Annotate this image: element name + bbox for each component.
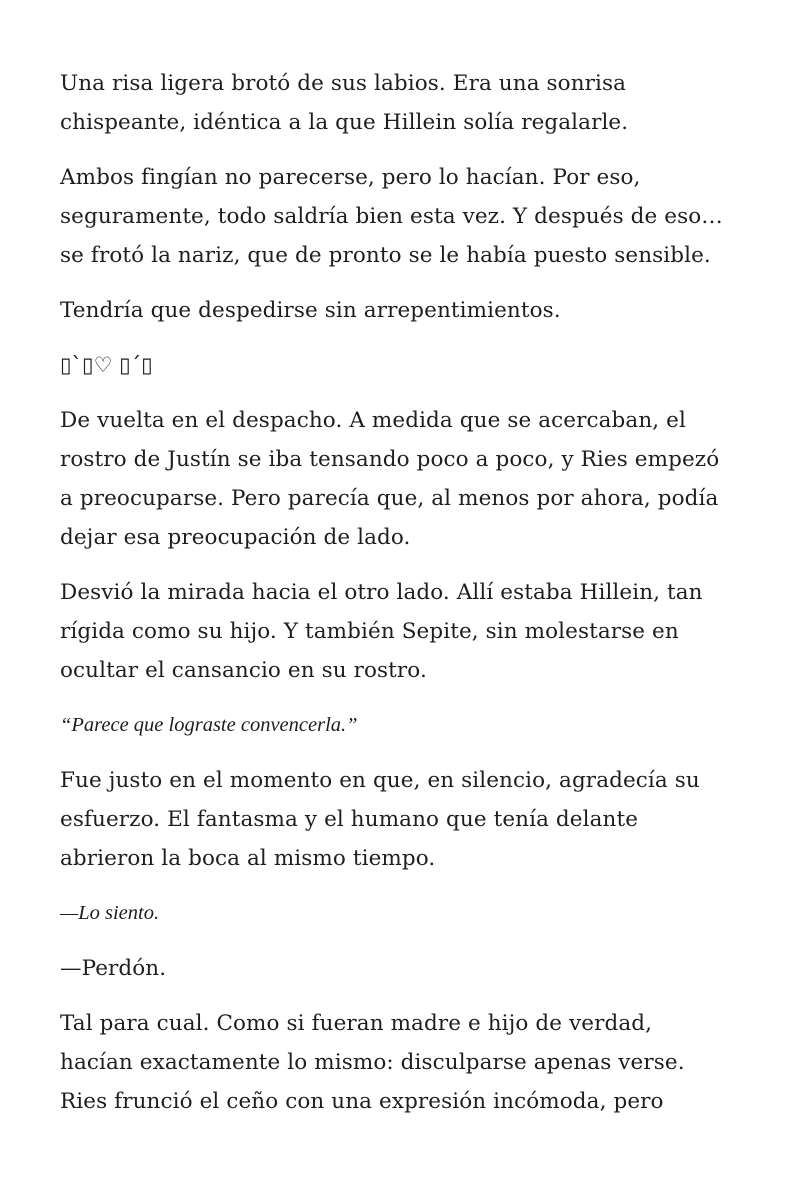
text-line: seguramente, todo saldría bien esta vez. Y después de eso… [60,204,723,229]
text-line: Una risa ligera brotó de sus labios. Era una sonrisa [60,71,627,96]
text-line: chispeante, idéntica a la que Hillein solía regalarle. [60,110,629,135]
text-line: esfuerzo. El fantasma y el humano que tenía delante [60,807,639,832]
text-line: abrieron la boca al mismo tiempo. [60,846,436,871]
ghost-apology: —Lo siento. [60,902,160,924]
paragraph-1 [60,64,750,142]
text-line: rígida como su hijo. Y también Sepite, sin molestarse en [60,619,679,644]
text-line: hacían exactamente lo mismo: disculparse apenas verse. [60,1050,685,1075]
text-line: Tal para cual. Como si fueran madre e hijo de verdad, [60,1011,653,1036]
text-line: a preocuparse. Pero parecía que, al menos por ahora, podía [60,486,719,511]
scene-divider: ▯`▯♡ ▯´▯ [60,353,153,377]
paragraph-2 [60,158,750,275]
paragraph-3 [60,291,750,330]
text-line: De vuelta en el despacho. A medida que se acercaban, el [60,408,686,433]
text-line: Ambos fingían no parecerse, pero lo hacían. Por eso, [60,165,641,190]
text-line: rostro de Justín se iba tensando poco a poco, y Ries empezó [60,447,720,472]
text-line: se frotó la nariz, que de pronto se le había puesto sensible. [60,243,711,268]
paragraph-5 [60,401,750,557]
text-line: Desvió la mirada hacia el otro lado. Allí estaba Hillein, tan [60,580,703,605]
book-page [60,64,750,1137]
ghost-dialogue: “Parece que lograste convencerla.” [60,714,358,736]
paragraph-6 [60,573,750,690]
text-line: —Perdón. [60,956,167,981]
text-line: Ries frunció el ceño con una expresión incómoda, pero [60,1089,664,1114]
paragraph-11 [60,1004,750,1121]
text-line: Tendría que despedirse sin arrepentimientos. [60,298,561,323]
paragraph-8 [60,761,750,878]
text-line: Fue justo en el momento en que, en silencio, agradecía su [60,768,700,793]
text-line: dejar esa preocupación de lado. [60,525,411,550]
dialogue-line [60,949,750,988]
text-line: ocultar el cansancio en su rostro. [60,658,427,683]
